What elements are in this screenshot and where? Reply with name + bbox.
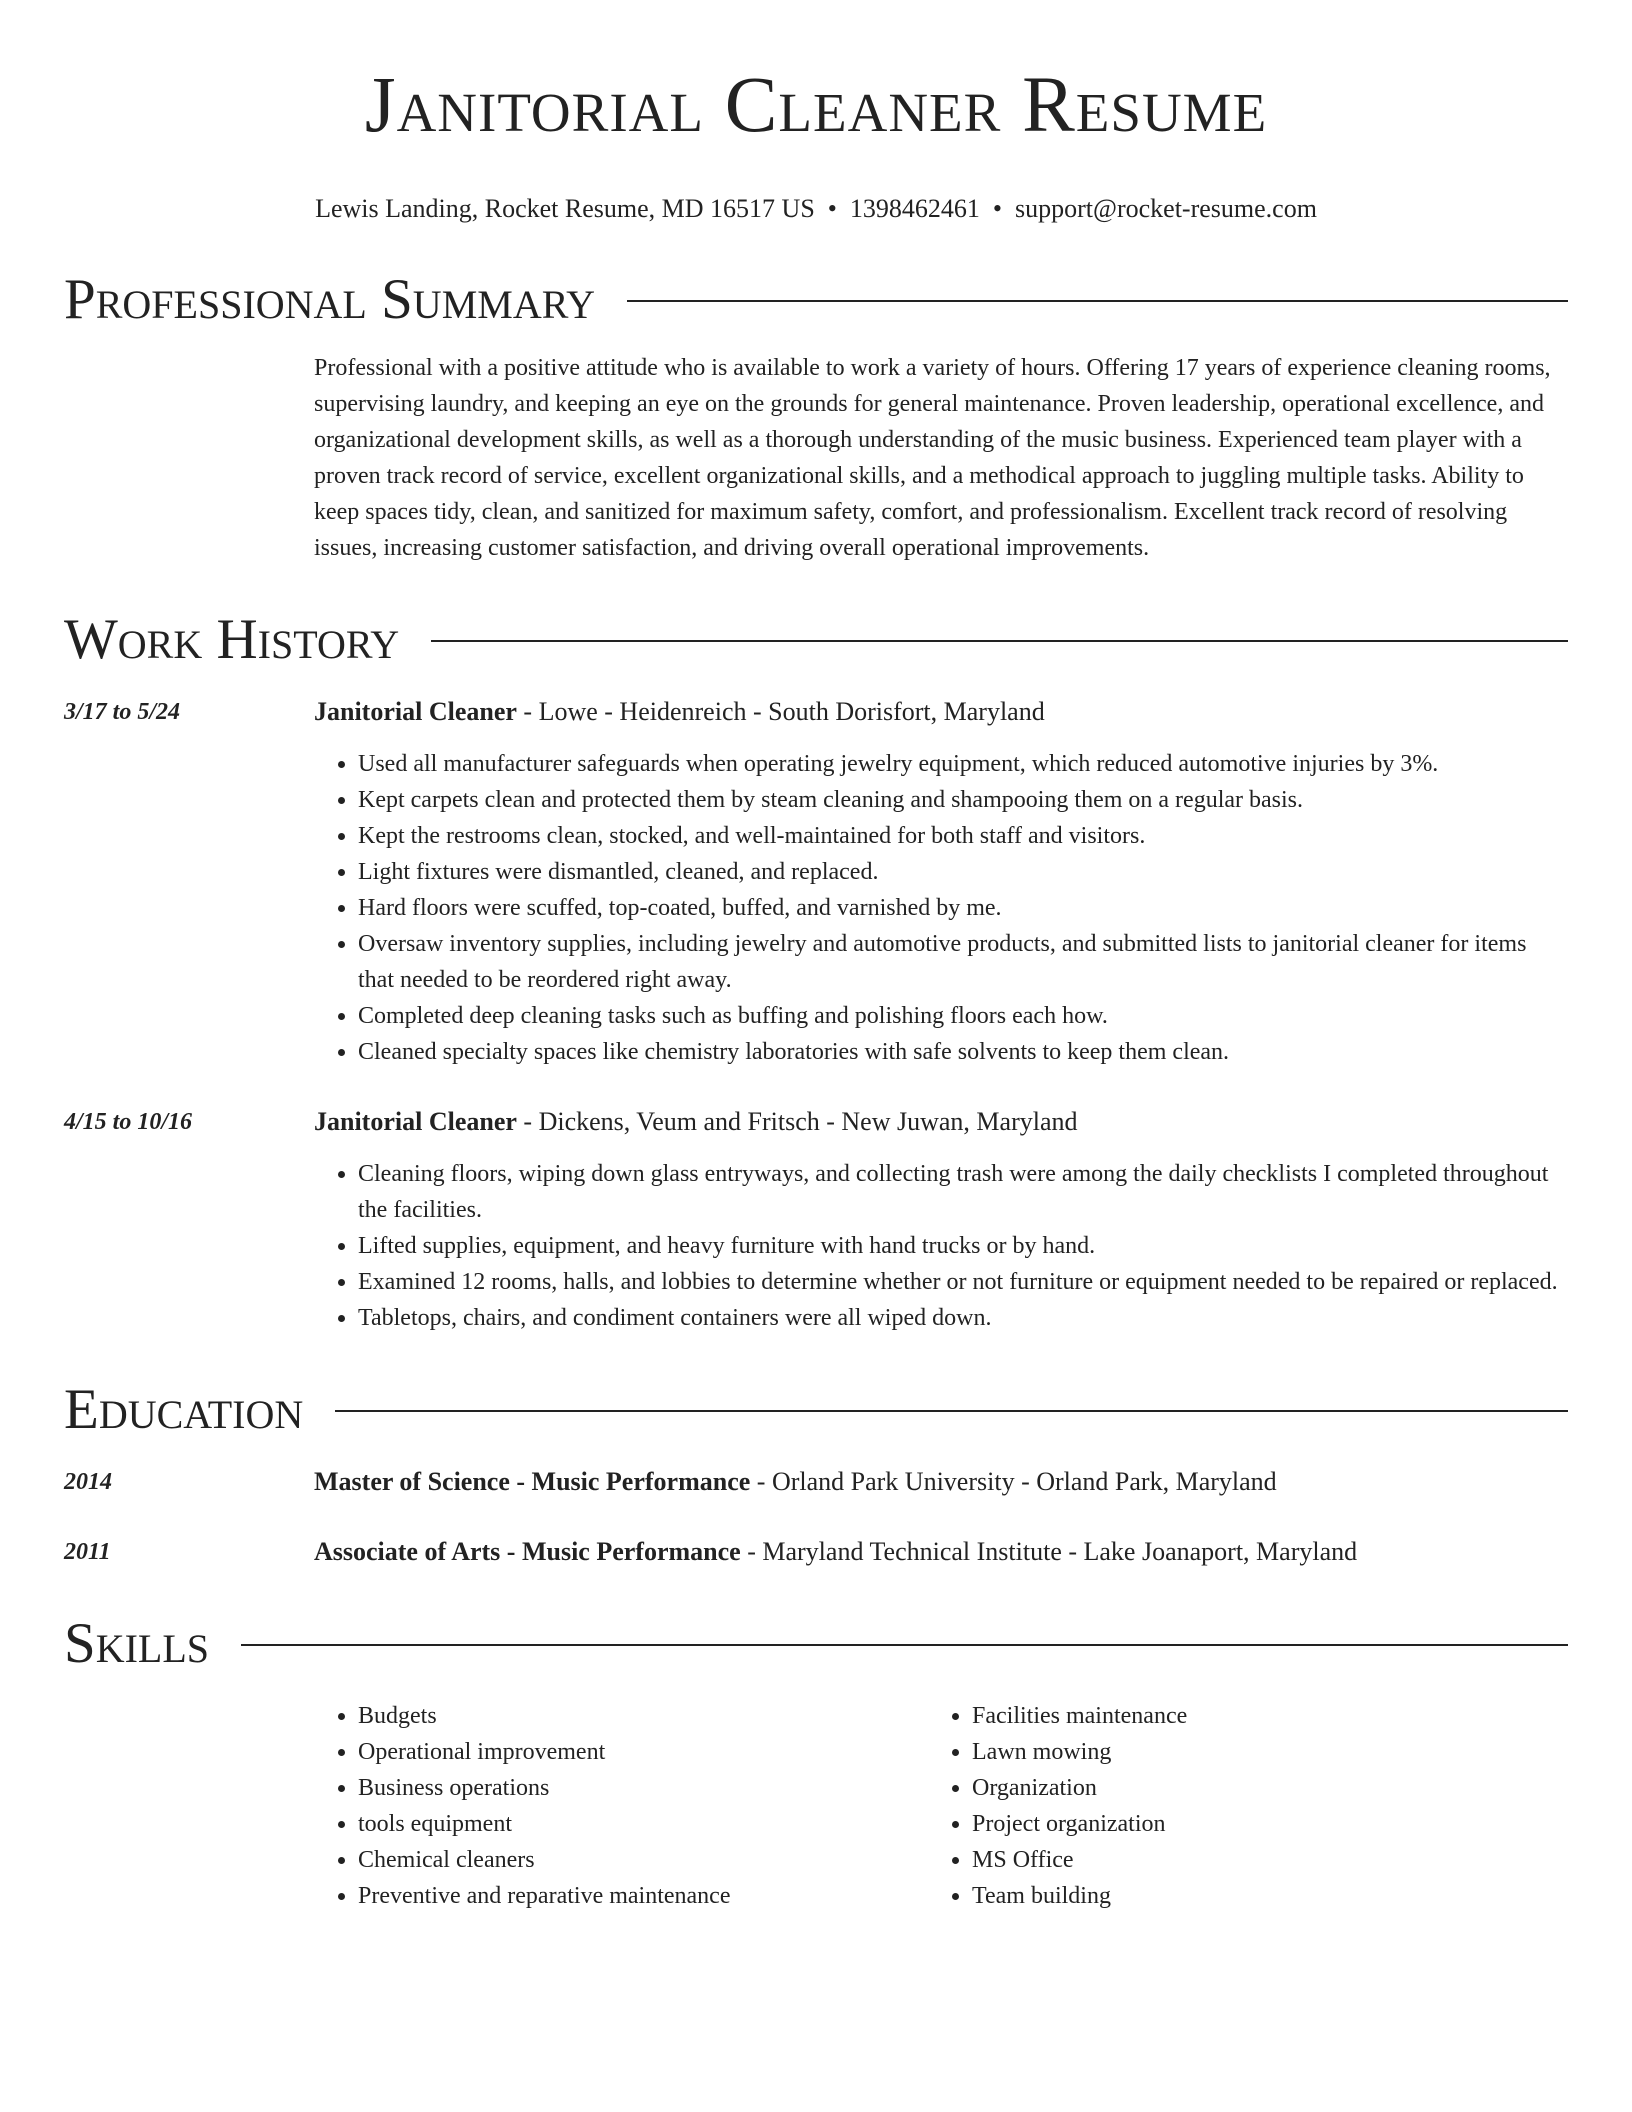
summary-row bbox=[64, 350, 1568, 566]
contact-separator: • bbox=[827, 194, 837, 223]
job-title: Janitorial Cleaner bbox=[314, 1107, 517, 1136]
list-item: • Tabletops, chairs, and condiment containers were all wiped down. bbox=[358, 1300, 1568, 1336]
contact-email: support@rocket-resume.com bbox=[1015, 194, 1317, 223]
contact-separator: • bbox=[992, 194, 1003, 223]
skill-item: • Budgets bbox=[358, 1698, 928, 1734]
contact-phone: 1398462461 bbox=[849, 194, 980, 223]
section-divider bbox=[431, 640, 1568, 642]
job-dates: 3/17 to 5/24 bbox=[64, 699, 181, 725]
skills-list-left bbox=[314, 1698, 928, 1914]
skill-item: • Team building bbox=[972, 1878, 1542, 1914]
education-degree: Master of Science - Music Performance bbox=[314, 1467, 751, 1496]
list-item: • Cleaned specialty spaces like chemistry laboratories with safe solvents to keep them clean. bbox=[358, 1034, 1568, 1070]
job-duties bbox=[314, 1156, 1568, 1336]
section-divider bbox=[241, 1644, 1568, 1646]
job-entry bbox=[64, 1104, 1568, 1336]
job-details: - Lowe - Heidenreich - South Dorisfort, Maryland bbox=[516, 697, 1045, 726]
section-heading-education bbox=[64, 1378, 1568, 1442]
skills-list-right bbox=[928, 1698, 1542, 1914]
skill-item: • Preventive and reparative maintenance bbox=[358, 1878, 928, 1914]
skills-row bbox=[64, 1698, 1568, 1914]
list-item: • Examined 12 rooms, halls, and lobbies to determine whether or not furniture or equipment needed to be repaired or replaced. bbox=[358, 1264, 1568, 1300]
contact-line bbox=[64, 192, 1568, 226]
job-heading bbox=[314, 1104, 1568, 1140]
skill-item: • Project organization bbox=[972, 1806, 1542, 1842]
resume-title: Janitorial Cleaner Resume bbox=[364, 62, 1268, 149]
list-item: • Cleaning floors, wiping down glass entryways, and collecting trash were among the daily checklists I completed throughout the facilities. bbox=[358, 1156, 1568, 1228]
list-item: • Used all manufacturer safeguards when operating jewelry equipment, which reduced automotive injuries by 3%. bbox=[358, 746, 1568, 782]
skill-item: • tools equipment bbox=[358, 1806, 928, 1842]
education-entry bbox=[64, 1534, 1568, 1570]
skill-item: • Operational improvement bbox=[358, 1734, 928, 1770]
skill-item: • Lawn mowing bbox=[972, 1734, 1542, 1770]
job-entry bbox=[64, 694, 1568, 1070]
skill-item: • Facilities maintenance bbox=[972, 1698, 1542, 1734]
education-details: - Orland Park University - Orland Park, Maryland bbox=[750, 1467, 1277, 1496]
education-entry bbox=[64, 1464, 1568, 1500]
skills-columns bbox=[314, 1698, 1568, 1914]
list-item: • Completed deep cleaning tasks such as buffing and polishing floors each how. bbox=[358, 998, 1568, 1034]
list-item: • Kept the restrooms clean, stocked, and well-maintained for both staff and visitors. bbox=[358, 818, 1568, 854]
section-heading-summary bbox=[64, 268, 1568, 332]
list-item: • Light fixtures were dismantled, cleaned, and replaced. bbox=[358, 854, 1568, 890]
section-title: Professional Summary bbox=[64, 268, 596, 331]
summary-text: Professional with a positive attitude who is available to work a variety of hours. Offering 17 years of experience cleaning rooms, supervising laundry, and keeping an eye on the grounds for general maintenance. Proven leadership, operational excellence, and organizational development skills, as well as a thorough understanding of the music business. Experienced team player with a proven track record of service, excellent organizational skills, and a methodical approach to juggling multiple tasks. Ability to keep spaces tidy, clean, and sanitized for maximum safety, comfort, and professionalism. Excellent track record of resolving issues, increasing customer satisfaction, and driving overall operational improvements. bbox=[314, 355, 1551, 561]
contact-address: Lewis Landing, Rocket Resume, MD 16517 US bbox=[315, 194, 815, 223]
list-item: • Lifted supplies, equipment, and heavy furniture with hand trucks or by hand. bbox=[358, 1228, 1568, 1264]
job-heading bbox=[314, 694, 1568, 730]
section-divider bbox=[627, 300, 1568, 302]
education-degree: Associate of Arts - Music Performance bbox=[314, 1537, 741, 1566]
job-details: - Dickens, Veum and Fritsch - New Juwan, Maryland bbox=[516, 1107, 1078, 1136]
section-heading-skills bbox=[64, 1612, 1568, 1676]
job-duties bbox=[314, 746, 1568, 1070]
list-item: • Oversaw inventory supplies, including jewelry and automotive products, and submitted lists to janitorial cleaner for items that needed to be reordered right away. bbox=[358, 926, 1568, 998]
job-dates: 4/15 to 10/16 bbox=[64, 1109, 193, 1135]
job-title: Janitorial Cleaner bbox=[314, 697, 517, 726]
section-title: Skills bbox=[64, 1612, 210, 1675]
skill-item: • Organization bbox=[972, 1770, 1542, 1806]
skill-item: • Chemical cleaners bbox=[358, 1842, 928, 1878]
education-details: - Maryland Technical Institute - Lake Joanaport, Maryland bbox=[740, 1537, 1358, 1566]
section-title: Education bbox=[64, 1378, 304, 1441]
section-title: Work History bbox=[64, 608, 400, 671]
education-year: 2011 bbox=[64, 1539, 111, 1565]
skill-item: • MS Office bbox=[972, 1842, 1542, 1878]
skill-item: • Business operations bbox=[358, 1770, 928, 1806]
section-heading-work-history bbox=[64, 608, 1568, 672]
section-divider bbox=[335, 1410, 1568, 1412]
list-item: • Hard floors were scuffed, top-coated, buffed, and varnished by me. bbox=[358, 890, 1568, 926]
education-year: 2014 bbox=[64, 1469, 112, 1495]
list-item: • Kept carpets clean and protected them by steam cleaning and shampooing them on a regular basis. bbox=[358, 782, 1568, 818]
